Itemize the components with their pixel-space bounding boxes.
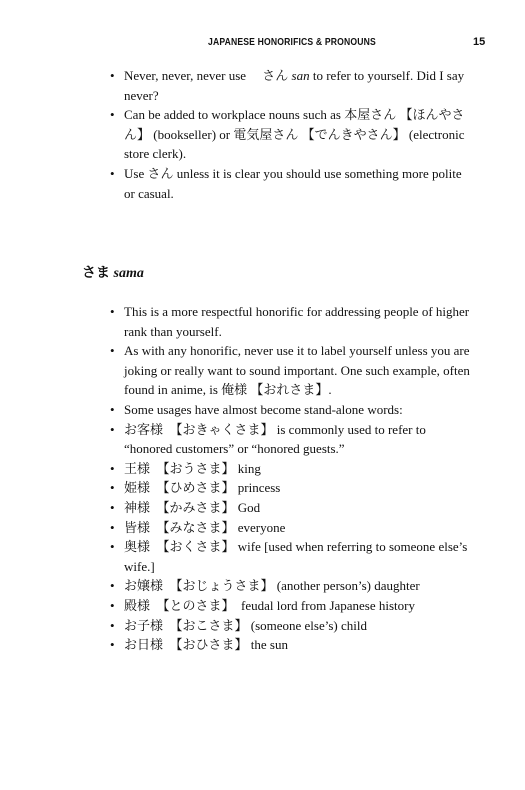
bullet-text: 姫様 【ひめさま】 princess xyxy=(124,480,281,496)
bullet-text: to refer to yourself. Did I say never? xyxy=(124,68,468,103)
running-head-title: JAPANESE HONORIFICS & PRONOUNS xyxy=(208,36,376,48)
sama-bullet xyxy=(110,616,470,636)
bullet-text: 奥様 【おくさま】 wife [used when referring to someone else’s wife.] xyxy=(124,539,471,574)
bullet-text: Can be added to workplace nouns such as 本屋さん 【ほんやさん】 (bookseller) or 電気屋さん 【でんきやさん】 (electronic store clerk). xyxy=(124,107,468,162)
bullet-text: As with any honorific, never use it to label yourself unless you are joking or really want to sound important. One such example, often found in anime, is 俺様 【おれさま】. xyxy=(124,343,474,398)
sama-bullet xyxy=(110,635,470,655)
bullet-text: 皆様 【みなさま】 everyone xyxy=(124,519,286,535)
sama-bullet xyxy=(110,576,470,596)
bullet-text: お嬢様 【おじょうさま】 (another person’s) daughter xyxy=(124,578,420,594)
bullet-text: お客様 【おきゃくさま】 is commonly used to refer to “honored customers” or “honored guests.” xyxy=(124,421,430,457)
sama-bullet xyxy=(110,518,470,538)
running-header xyxy=(0,36,525,52)
bullet-text: お日様 【おひさま】 the sun xyxy=(124,637,288,653)
bullet-text: 殿様 【とのさま】 feudal lord from Japanese history xyxy=(124,597,416,613)
section-heading-kana: さま xyxy=(82,266,110,281)
bullet-text: This is a more respectful honorific for addressing people of higher rank than yourself. xyxy=(124,304,473,339)
sama-bullet xyxy=(110,341,474,400)
bullet-text: 王様 【おうさま】 king xyxy=(124,460,261,476)
bullet-text: お子様 【おこさま】 (someone else’s) child xyxy=(124,617,367,633)
sama-bullet xyxy=(110,302,473,341)
sama-bullet xyxy=(110,420,470,459)
san-bullet-2 xyxy=(110,105,470,164)
sama-usage-list xyxy=(110,302,474,655)
bullet-text: Some usages have almost become stand-alone words: xyxy=(124,401,403,417)
sama-bullet xyxy=(110,498,470,518)
bullet-text: Never, never, never use さん xyxy=(124,68,292,83)
san-usage-list xyxy=(110,66,470,203)
bullet-text: 神様 【かみさま】 God xyxy=(124,499,261,515)
sama-bullet xyxy=(110,596,470,616)
page-number: 15 xyxy=(473,36,486,48)
sama-bullet xyxy=(110,478,470,498)
sama-bullet xyxy=(110,537,470,576)
bullet-text: Use さん unless it is clear you should use something more polite or casual. xyxy=(124,165,465,201)
san-bullet-3 xyxy=(110,164,470,203)
section-heading-sama xyxy=(82,262,144,282)
sama-bullet xyxy=(110,400,470,420)
section-heading-romaji: sama xyxy=(113,266,144,281)
sama-bullet xyxy=(110,459,470,479)
san-bullet-1 xyxy=(110,66,470,105)
romaji-san: san xyxy=(291,68,310,83)
